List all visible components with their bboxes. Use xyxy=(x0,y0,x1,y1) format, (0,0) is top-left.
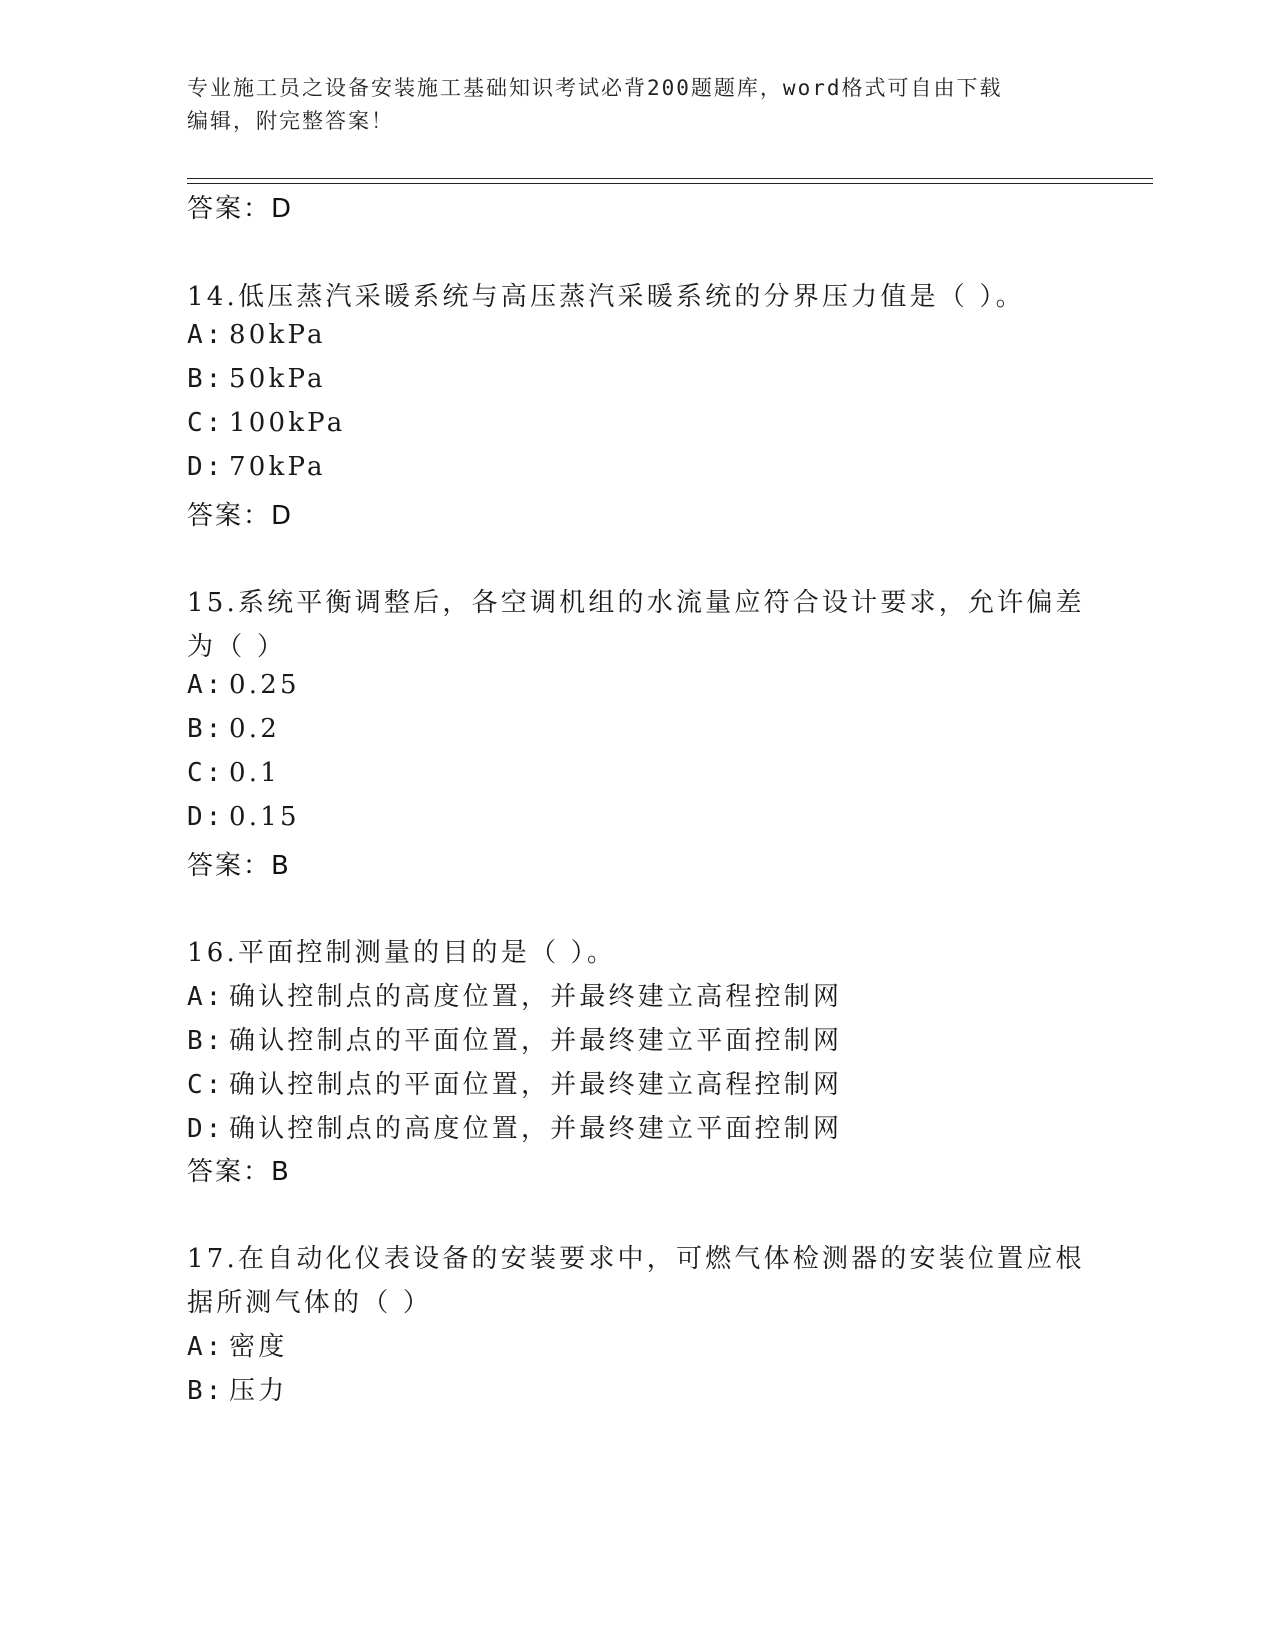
previous-answer: 答案：D xyxy=(187,194,294,224)
question-16-option-c xyxy=(187,1064,842,1101)
option-key: B: xyxy=(187,1376,225,1406)
question-16-option-a xyxy=(187,976,842,1013)
document-header xyxy=(187,72,1067,138)
option-text: 确认控制点的高度位置，并最终建立高程控制网 xyxy=(229,982,843,1012)
option-key: C: xyxy=(187,1070,225,1100)
option-text: 压力 xyxy=(229,1376,288,1406)
option-key: B: xyxy=(187,1026,225,1056)
option-key: C: xyxy=(187,408,225,438)
question-15-stem-line-1: 15.系统平衡调整后，各空调机组的水流量应符合设计要求，允许偏差 xyxy=(187,588,1085,618)
header-line-1: 专业施工员之设备安装施工基础知识考试必背200题题库，word格式可自由下载 xyxy=(187,76,1003,100)
option-key: A: xyxy=(187,670,225,700)
question-14-option-d xyxy=(187,452,326,482)
option-text: 50kPa xyxy=(229,364,326,394)
option-text: 80kPa xyxy=(229,320,326,350)
question-16-answer: 答案：B xyxy=(187,1157,291,1187)
option-key: A: xyxy=(187,982,225,1012)
header-divider-top xyxy=(187,178,1153,179)
question-14-option-c xyxy=(187,408,345,438)
option-text: 确认控制点的平面位置，并最终建立平面控制网 xyxy=(229,1026,843,1056)
option-key: A: xyxy=(187,320,225,350)
question-14-answer: 答案：D xyxy=(187,501,294,531)
option-text: 密度 xyxy=(229,1332,288,1362)
question-17-option-a xyxy=(187,1326,287,1363)
option-text: 确认控制点的平面位置，并最终建立高程控制网 xyxy=(229,1070,843,1100)
option-key: D: xyxy=(187,802,225,832)
header-divider-bottom xyxy=(187,183,1153,184)
option-text: 100kPa xyxy=(229,408,346,438)
question-14-stem: 14.低压蒸汽采暖系统与高压蒸汽采暖系统的分界压力值是（ ）。 xyxy=(187,282,1025,312)
option-key: D: xyxy=(187,452,225,482)
option-key: C: xyxy=(187,758,225,788)
question-16-stem: 16.平面控制测量的目的是（ ）。 xyxy=(187,938,617,968)
question-17-stem-line-1: 17.在自动化仪表设备的安装要求中，可燃气体检测器的安装位置应根 xyxy=(187,1244,1085,1274)
option-text: 0.25 xyxy=(229,670,300,700)
option-text: 0.2 xyxy=(229,714,280,744)
option-text: 0.15 xyxy=(229,802,300,832)
option-key: A: xyxy=(187,1332,225,1362)
question-17-option-b xyxy=(187,1370,287,1407)
option-key: D: xyxy=(187,1114,225,1144)
question-14-option-a xyxy=(187,320,326,350)
option-key: B: xyxy=(187,364,225,394)
question-16-option-d xyxy=(187,1108,842,1145)
question-17-stem-line-2: 据所测气体的（ ） xyxy=(187,1288,433,1318)
option-key: B: xyxy=(187,714,225,744)
question-15-answer: 答案：B xyxy=(187,851,291,881)
question-14-option-b xyxy=(187,364,326,394)
question-16-option-b xyxy=(187,1020,842,1057)
question-15-option-c xyxy=(187,758,280,788)
option-text: 确认控制点的高度位置，并最终建立平面控制网 xyxy=(229,1114,843,1144)
question-15-option-d xyxy=(187,802,300,832)
header-line-2: 编辑，附完整答案！ xyxy=(187,109,394,133)
option-text: 70kPa xyxy=(229,452,326,482)
question-15-option-b xyxy=(187,714,280,744)
question-15-option-a xyxy=(187,670,300,700)
option-text: 0.1 xyxy=(229,758,280,788)
question-15-stem-line-2: 为（ ） xyxy=(187,632,287,662)
